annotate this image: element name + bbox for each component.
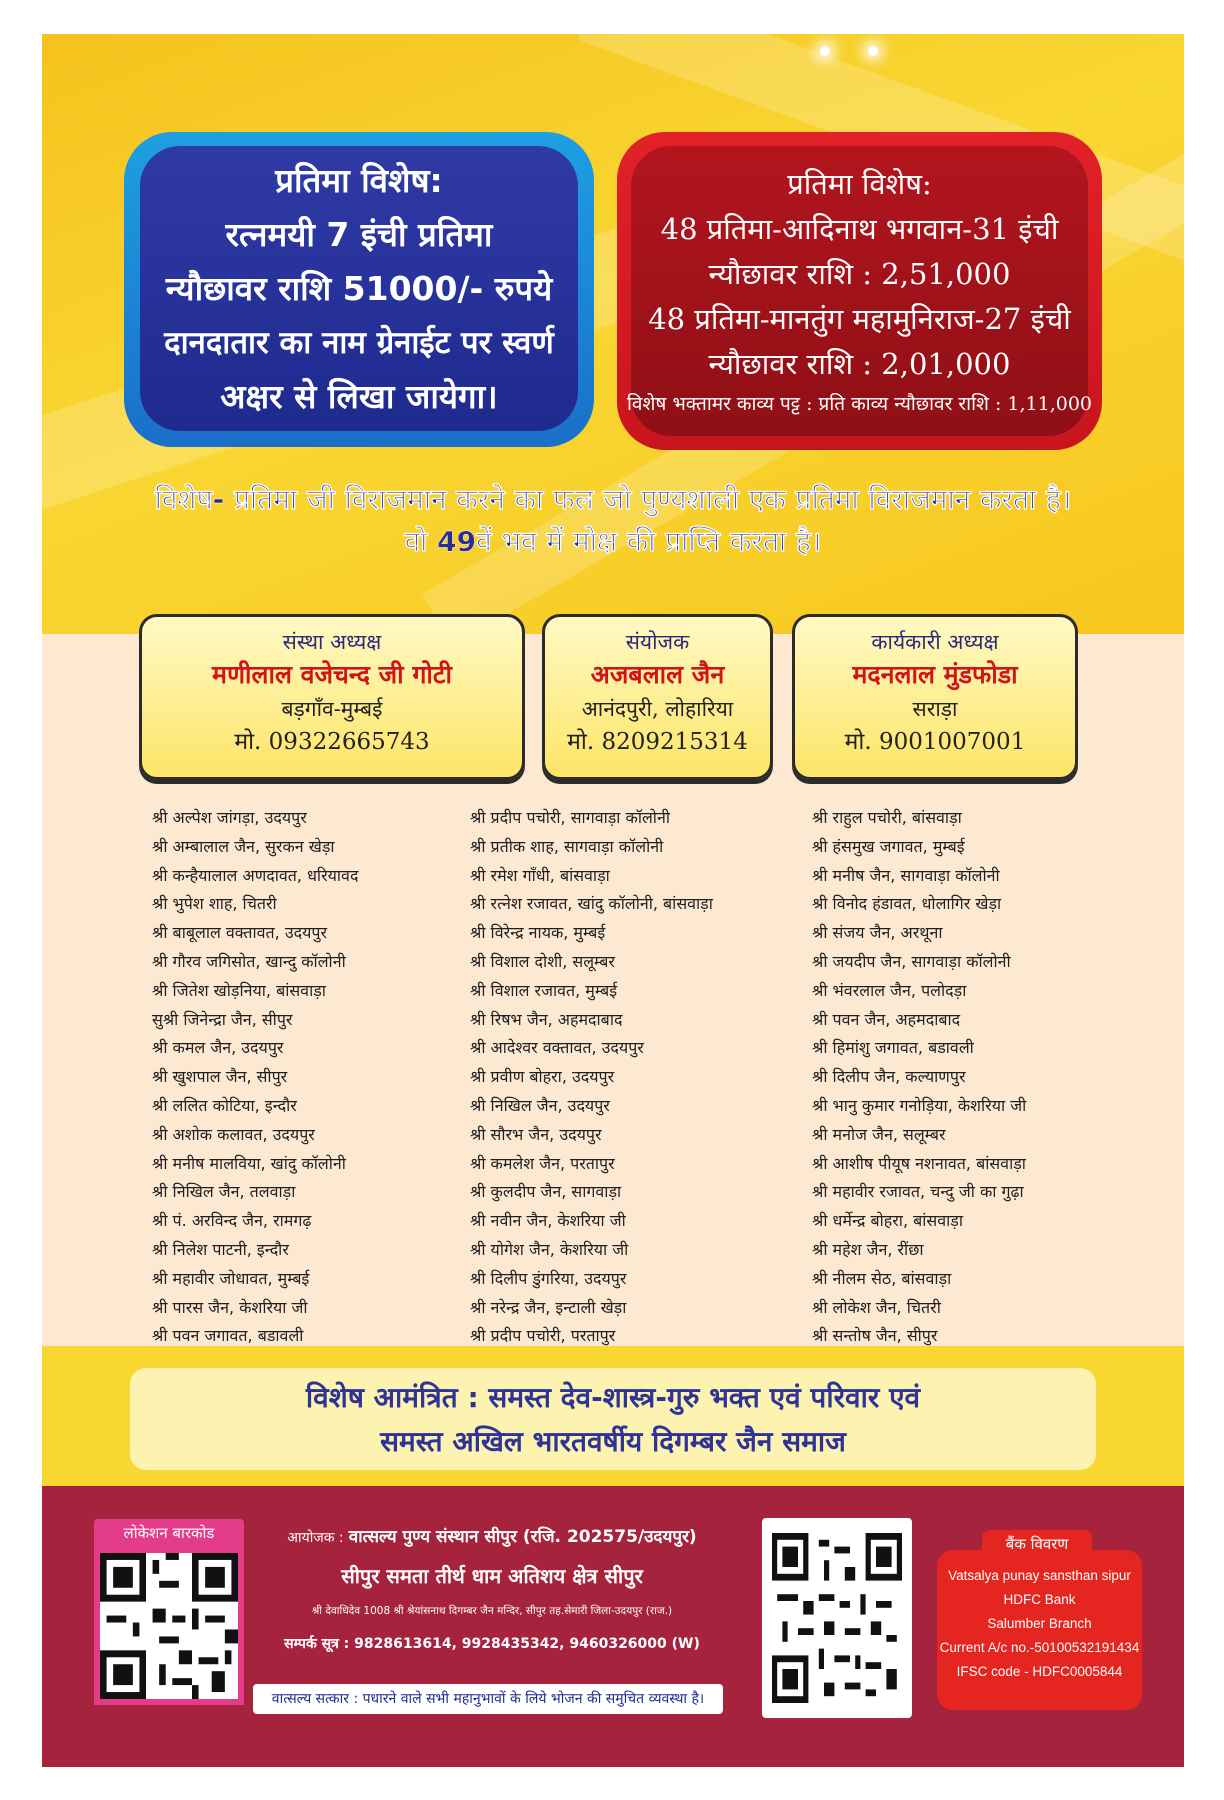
member-name: श्री जयदीप जैन, सागवाड़ा कॉलोनी	[812, 951, 1011, 971]
red-box-line: 48 प्रतिमा-आदिनाथ भगवान-31 इंची	[660, 211, 1059, 246]
special-note-line-2: वो 49वें भव में मोक्ष की प्राप्ति करता है।	[404, 525, 822, 558]
member-name: श्री ललित कोटिया, इन्दौर	[152, 1095, 297, 1115]
member-name: श्री महेश जैन, रींछा	[812, 1239, 924, 1259]
red-box-heading: प्रतिमा विशेष:	[787, 166, 932, 201]
blue-box-heading: प्रतिमा विशेष:	[275, 160, 443, 200]
officer-name: मणीलाल वजेचन्द जी गोटी	[212, 660, 452, 689]
member-name: श्री योगेश जैन, केशरिया जी	[470, 1239, 629, 1259]
member-name: श्री संजय जैन, अरथूना	[812, 923, 943, 943]
officer-name: अजबलाल जैन	[590, 660, 725, 689]
member-name: सुश्री जिनेन्द्रा जैन, सीपुर	[152, 1009, 293, 1029]
organizer-line	[262, 1524, 722, 1547]
member-name: श्री भुपेश शाह, चितरी	[152, 894, 277, 914]
statue-offer-blue-box	[124, 132, 594, 447]
member-name: श्री पवन जैन, अहमदाबाद	[812, 1009, 961, 1029]
organizer-name: वात्सल्य पुण्य संस्थान सीपुर (रजि. 202575/उदयपुर)	[348, 1527, 697, 1547]
member-name: श्री लोकेश जैन, चितरी	[812, 1297, 941, 1317]
bank-line: HDFC Bank	[1003, 1592, 1076, 1607]
payment-qr-code-icon[interactable]	[762, 1518, 912, 1718]
member-name: श्री विनोद हंडावत, धोलागिर खेड़ा	[812, 894, 1002, 914]
officer-role: संस्था अध्यक्ष	[282, 630, 382, 654]
officer-role: कार्यकारी अध्यक्ष	[871, 630, 999, 654]
member-name: श्री महावीर रजावत, चन्दु जी का गुढ़ा	[812, 1182, 1024, 1202]
qr-pattern-icon	[772, 1533, 902, 1703]
bank-details	[937, 1564, 1142, 1684]
bank-line: IFSC code - HDFC0005844	[956, 1664, 1123, 1679]
member-name: श्री जितेश खोड़निया, बांसवाड़ा	[152, 980, 326, 1000]
member-name: श्री मनीष मालविया, खांदु कॉलोनी	[152, 1153, 346, 1173]
member-name: श्री कन्हैयालाल अणदावत, धरियावद	[152, 865, 359, 885]
member-name: श्री अम्बालाल जैन, सुरकन खेड़ा	[152, 836, 335, 856]
member-name: श्री नवीन जैन, केशरिया जी	[470, 1211, 626, 1231]
officer-phone: मो. 09322665743	[234, 729, 430, 755]
officer-place: बड़गाँव-मुम्बई	[281, 697, 383, 721]
blue-box-line: अक्षर से लिखा जायेगा।	[220, 376, 498, 416]
temple-address: श्री देवाधिदेव 1008 श्री श्रेयांसनाथ दिगम्बर जैन मन्दिर, सीपुर तह.सेमारी जिला-उदयपुर (राज.)	[311, 1605, 673, 1617]
member-name: श्री रमेश गाँधी, बांसवाड़ा	[470, 865, 610, 885]
member-name: श्री कमल जैन, उदयपुर	[152, 1038, 284, 1058]
sparkle	[820, 46, 830, 56]
member-name: श्री कुलदीप जैन, सागवाड़ा	[470, 1182, 622, 1202]
member-name: श्री मनोज जैन, सलूम्बर	[812, 1124, 946, 1144]
red-box-line: न्यौछावर राशि : 2,01,000	[708, 346, 1011, 381]
member-name: श्री पवन जगावत, बडावली	[152, 1326, 304, 1346]
member-name: श्री आशीष पीयूष नशनावत, बांसवाड़ा	[812, 1153, 1026, 1173]
member-name: श्री नरेन्द्र जैन, इन्टाली खेड़ा	[470, 1297, 627, 1317]
member-name: श्री प्रतीक शाह, सागवाड़ा कॉलोनी	[470, 836, 664, 856]
special-note-line-1: विशेष- प्रतिमा जी विराजमान करने का फल जो पुण्यशाली एक प्रतिमा विराजमान करता है।	[154, 483, 1072, 516]
officer-name: मदनलाल मुंडफोडा	[852, 660, 1018, 689]
member-column-2	[470, 804, 713, 1351]
officer-place: आनंदपुरी, लोहारिया	[581, 697, 734, 721]
sparkle	[868, 46, 878, 56]
member-name: श्री हिमांशु जगावत, बडावली	[812, 1038, 974, 1058]
member-name: श्री विरेन्द्र नायक, मुम्बई	[470, 923, 606, 943]
member-name: श्री खुशपाल जैन, सीपुर	[152, 1067, 288, 1087]
member-name: श्री विशाल रजावत, मुम्बई	[470, 980, 618, 1000]
red-box-line: न्यौछावर राशि : 2,51,000	[708, 256, 1011, 291]
member-name: श्री निखिल जैन, तलवाड़ा	[152, 1182, 296, 1202]
member-name: श्री प्रवीण बोहरा, उदयपुर	[470, 1067, 615, 1087]
member-name: श्री कमलेश जैन, परतापुर	[470, 1153, 615, 1173]
officer-role: संयोजक	[625, 630, 690, 654]
tirth-name: सीपुर समता तीर्थ धाम अतिशय क्षेत्र सीपुर	[341, 1564, 643, 1588]
bank-line: Current A/c no.-50100532191434	[939, 1640, 1140, 1655]
bank-line: Vatsalya punay sansthan sipur	[948, 1568, 1131, 1583]
member-name: श्री राहुल पचोरी, बांसवाड़ा	[812, 808, 962, 827]
member-name: श्री दिलीप डुंगरिया, उदयपुर	[470, 1268, 627, 1288]
member-name: श्री अल्पेश जांगड़ा, उदयपुर	[152, 808, 307, 827]
member-name: श्री निलेश पाटनी, इन्दौर	[152, 1239, 289, 1259]
red-box-line: 48 प्रतिमा-मानतुंग महामुनिराज-27 इंची	[648, 301, 1071, 336]
location-qr-code-icon[interactable]	[94, 1547, 244, 1705]
location-qr-label: लोकेशन बारकोड	[94, 1519, 244, 1547]
red-box-footnote: विशेष भक्तामर काव्य पट्ट : प्रति काव्य न्यौछावर राशि : 1,11,000	[627, 392, 1092, 415]
member-name: श्री महावीर जोधावत, मुम्बई	[152, 1268, 310, 1288]
contact-numbers: सम्पर्क सूत्र : 9828613614, 9928435342, 9460326000 (W)	[284, 1636, 700, 1652]
member-name: श्री सन्तोष जैन, सीपुर	[812, 1326, 938, 1346]
member-column-1	[152, 804, 358, 1351]
officer-card-convener	[542, 614, 773, 780]
member-name: श्री पारस जैन, केशरिया जी	[152, 1297, 308, 1317]
invitation-line-1: विशेष आमंत्रित : समस्त देव-शास्त्र-गुरु भक्त एवं परिवार एवं	[305, 1381, 921, 1414]
member-name: श्री रत्नेश रजावत, खांदु कॉलोनी, बांसवाड़ा	[470, 894, 713, 914]
member-name: श्री प्रदीप पचोरी, सागवाड़ा कॉलोनी	[470, 808, 670, 827]
member-name: श्री विशाल दोशी, सलूम्बर	[470, 951, 615, 971]
member-name: श्री प्रदीप पचोरी, परतापुर	[470, 1326, 616, 1346]
bank-details-label: बैंक विवरण	[982, 1530, 1092, 1558]
blue-box-line: न्यौछावर राशि 51000/- रुपये	[165, 268, 553, 308]
bank-line: Salumber Branch	[987, 1616, 1092, 1631]
member-name: श्री दिलीप जैन, कल्याणपुर	[812, 1067, 966, 1087]
member-column-3	[812, 804, 1026, 1351]
member-name: श्री अशोक कलावत, उदयपुर	[152, 1124, 315, 1144]
member-name: श्री निखिल जैन, उदयपुर	[470, 1095, 610, 1115]
member-name: श्री मनीष जैन, सागवाड़ा कॉलोनी	[812, 865, 1000, 885]
member-name: श्री भंवरलाल जैन, पलोदड़ा	[812, 980, 967, 1000]
member-name: श्री पं. अरविन्द जैन, रामगढ़	[152, 1211, 312, 1231]
qr-pattern-icon	[100, 1553, 238, 1699]
organizer-prefix: आयोजक :	[287, 1530, 344, 1546]
blue-box-line: रत्नमयी 7 इंची प्रतिमा	[225, 214, 493, 254]
member-name: श्री भानु कुमार गनोड़िया, केशरिया जी	[812, 1095, 1027, 1115]
member-name: श्री हंसमुख जगावत, मुम्बई	[812, 836, 965, 856]
member-name: श्री आदेश्वर वक्तावत, उदयपुर	[470, 1038, 644, 1058]
officer-phone: मो. 8209215314	[567, 729, 748, 755]
member-name: श्री धर्मेन्द्र बोहरा, बांसवाड़ा	[812, 1211, 963, 1231]
officer-phone: मो. 9001007001	[844, 729, 1026, 755]
member-name: श्री सौरभ जैन, उदयपुर	[470, 1124, 602, 1144]
member-name: श्री गौरव जगिसोत, खान्दु कॉलोनी	[152, 951, 346, 971]
officer-card-executive-president	[792, 614, 1078, 780]
hospitality-note: वात्सल्य सत्कार : पधारने वाले सभी महानुभावों के लिये भोजन की समुचित व्यवस्था है।	[253, 1684, 723, 1714]
invitation-line-2: समस्त अखिल भारतवर्षीय दिगम्बर जैन समाज	[380, 1425, 846, 1458]
member-name: श्री रिषभ जैन, अहमदाबाद	[470, 1009, 623, 1029]
officer-place: सराड़ा	[912, 697, 958, 721]
officer-card-president	[139, 614, 525, 780]
statue-offer-red-box	[617, 132, 1102, 450]
blue-box-line: दानदातार का नाम ग्रेनाईट पर स्वर्ण	[164, 324, 554, 361]
poster	[42, 34, 1184, 1767]
member-name: श्री बाबूलाल वक्तावत, उदयपुर	[152, 923, 328, 943]
member-name: श्री नीलम सेठ, बांसवाड़ा	[812, 1268, 952, 1288]
